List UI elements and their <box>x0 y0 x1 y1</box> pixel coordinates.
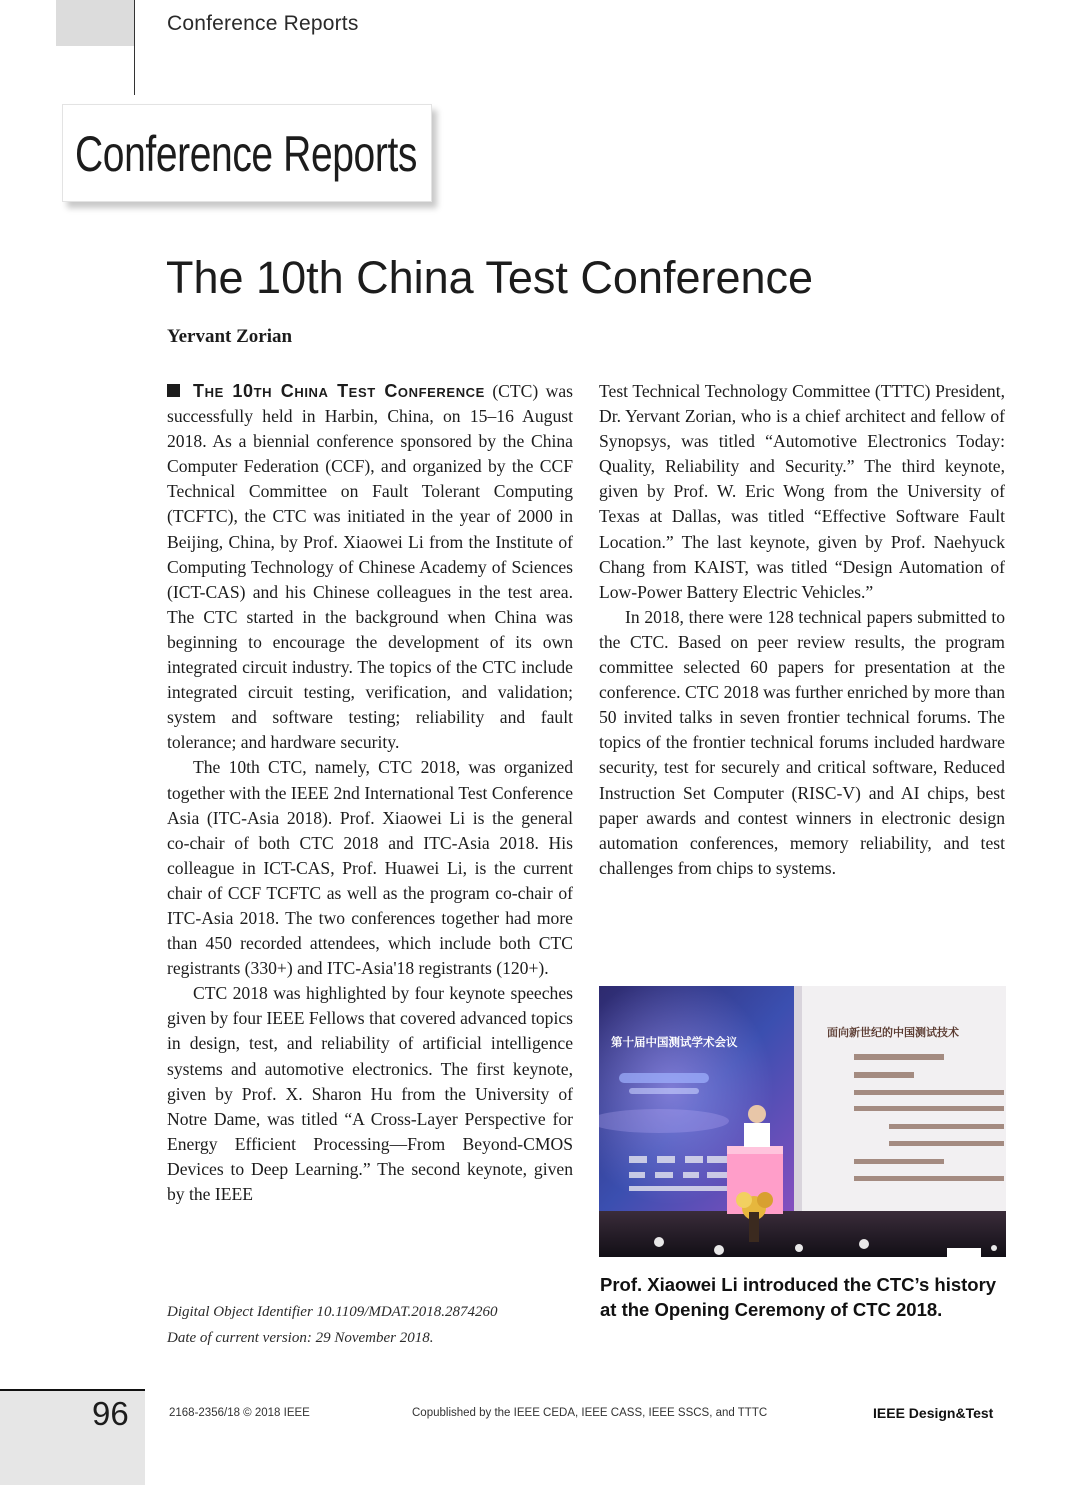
section-label-box <box>62 104 432 202</box>
paragraph-3: CTC 2018 was highlighted by four keynote speeches given by four IEEE Fellows that covered advanced topics in design, test, and reliability of artificial intelligence systems and automotive electronics. The first keynote, given by Prof. X. Sharon Hu from the University of Notre Dame, was titled “A Cross-Layer Perspective for Energy Efficient Processing—From Beyond-CMOS Devices to Deep Learning.” The second keynote, given by the IEEE <box>167 983 573 1204</box>
text-column-right <box>599 379 1005 881</box>
article-author: Yervant Zorian <box>167 326 293 347</box>
section-label: Conference Reports <box>75 126 418 182</box>
banner-text: 第十届中国测试学术会议 <box>611 1035 738 1049</box>
paragraph-4: Test Technical Technology Committee (TTTC) President, Dr. Yervant Zorian, who is a chief architect and fellow of Synopsys, was titled “Automotive Electronics Today: Quality, Reliability and Security.” The third keynote, given by Prof. W. Eric Wong from the University of Texas at Dallas, was titled “Effective Software Fault Location.” The last keynote, given by Prof. Naehyuck Chang from KAIST, was titled “Design Automation of Low-Power Battery Electric Vehicles.” <box>599 381 1005 602</box>
footer-copublished: Copublished by the IEEE CEDA, IEEE CASS, IEEE SSCS, and TTTC <box>412 1407 768 1419</box>
text-column-left <box>167 379 573 1207</box>
doi-line: Digital Object Identifier 10.1109/MDAT.2018.2874260 <box>167 1304 498 1320</box>
article-title: The 10th China Test Conference <box>166 252 814 303</box>
paragraph-1 <box>167 379 573 755</box>
figure-caption: Prof. Xiaowei Li introduced the CTC’s history at the Opening Ceremony of CTC 2018. <box>600 1274 997 1320</box>
footer-journal: IEEE Design&Test <box>873 1405 994 1421</box>
footer-issn: 2168-2356/18 © 2018 IEEE <box>169 1407 310 1419</box>
header-grey-block <box>56 0 134 46</box>
running-head: Conference Reports <box>167 12 359 35</box>
paragraph-5: In 2018, there were 128 technical papers submitted to the CTC. Based on peer review results, the program committee selected 60 papers for presentation at the conference. CTC 2018 was further enriched by more than 50 invited talks in seven frontier technical forums. The topics of the frontier technical forums included hardware security, test for securely and critical software, Reduced Instruction Set Computer (RISC-V) and AI chips, best paper awards and contest winners in electronic design automation conferences, memory reliability, and test challenges from chips to systems. <box>599 606 1005 878</box>
paragraph-1-body: (CTC) was successfully held in Harbin, China, on 15–16 August 2018. As a biennial conference sponsored by the China Computer Federation (CCF), and organized by the CCF Technical Committee on Fault Tolerant Computing (TCFTC), the CTC was initiated in the year of 2000 in Beijing, China, by Prof. Xiaowei Li from the Institute of Computing Technology of Chinese Academy of Sciences (ICT-CAS) and his Chinese colleagues in the test area. The CTC started in the background when China was beginning to encourage the development of its own integrated circuit industry. The topics of the CTC include integrated circuit testing, verification, and validation; system and software testing; reliability and fault tolerance; and hardware security. <box>167 381 573 753</box>
paragraph-2: The 10th CTC, namely, CTC 2018, was organized together with the IEEE 2nd International Test Conference Asia (ITC-Asia 2018). Prof. Xiaowei Li is the general co-chair of both CTC 2018 and ITC-Asia 2018. His colleague in ICT-CAS, Prof. Huawei Li, is the current chair of CCF TCFTC as well as the program co-chair of ITC-Asia 2018. The two conferences together had more than 450 recorded attendees, which include both CTC registrants (330+) and ITC-Asia'18 registrants (120+). <box>167 757 573 979</box>
lead-in: The 10th China Test Conference <box>193 381 485 401</box>
page-number: 96 <box>92 1395 129 1432</box>
conference-photo-illustration <box>599 986 1006 1257</box>
conference-photo <box>599 986 1006 1257</box>
date-line: Date of current version: 29 November 2018. <box>167 1330 434 1346</box>
header-rule <box>134 0 135 95</box>
doi-block <box>167 1299 498 1351</box>
lead-square-icon <box>167 384 180 397</box>
screen-heading: 面向新世纪的中国测试技术 <box>827 1026 959 1039</box>
